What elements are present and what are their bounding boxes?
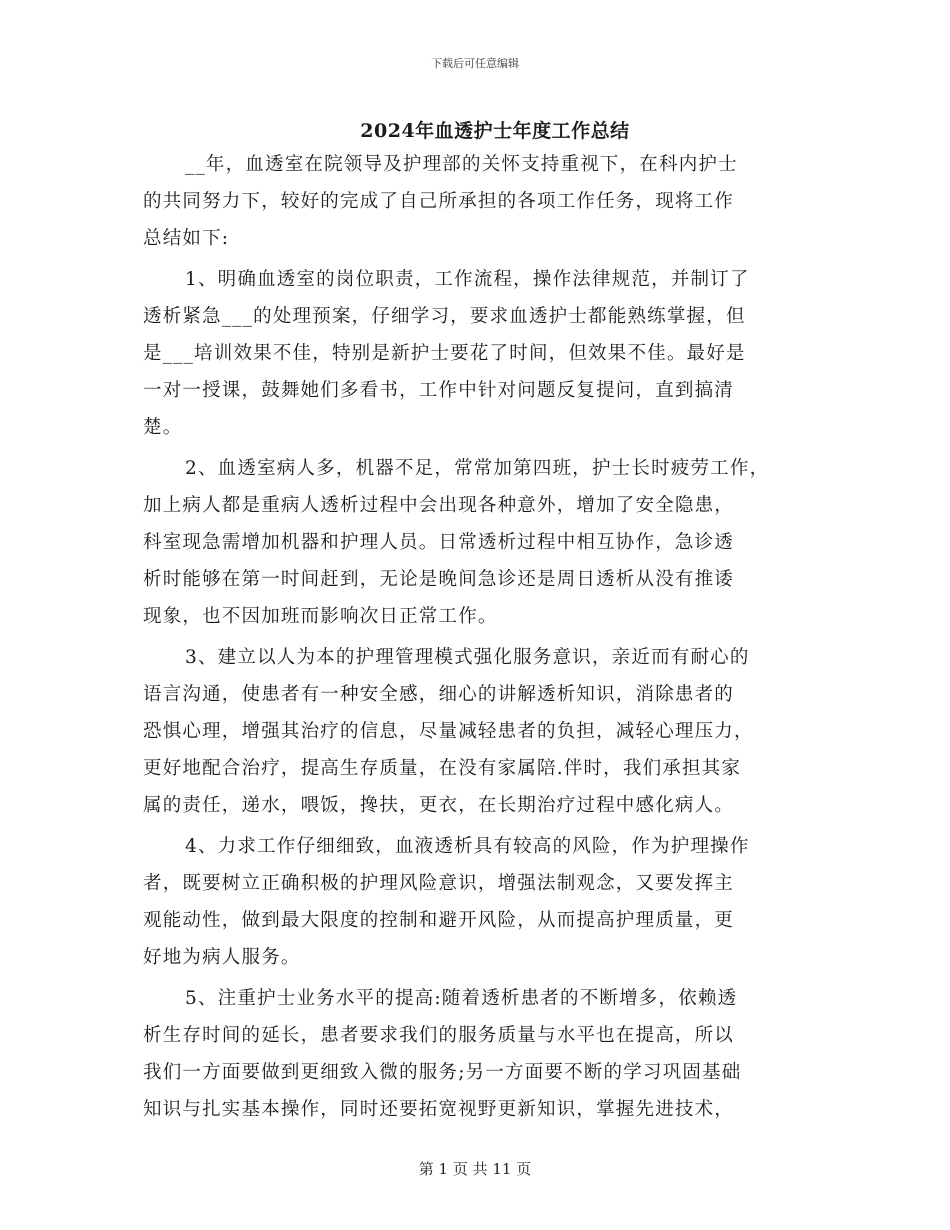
body-line: 1、明确血透室的岗位职责，工作流程，操作法律规范，并制订了 (185, 269, 750, 290)
body-line: 我们一方面要做到更细致入微的服务;另一方面要不断的学习巩固基础 (143, 1062, 742, 1083)
body-line: 知识与扎实基本操作，同时还要拓宽视野更新知识，掌握先进技术， (143, 1099, 735, 1120)
body-line: 3、建立以人为本的护理管理模式强化服务意识，亲近而有耐心的 (185, 647, 750, 668)
body-line: 析时能够在第一时间赶到，无论是晚间急诊还是周日透析从没有推诿 (143, 569, 735, 590)
page-header-note: 下载后可任意编辑 (431, 57, 519, 70)
body-line: 4、力求工作仔细细致，血液透析具有较高的风险，作为护理操作 (185, 836, 750, 857)
body-line: 是___培训效果不佳，特别是新护士要花了时间，但效果不佳。最好是 (143, 343, 746, 364)
document-title: 2024年血透护士年度工作总结 (360, 120, 630, 142)
body-line: 析生存时间的延长，患者要求我们的服务质量与水平也在提高，所以 (143, 1025, 735, 1046)
body-line: 属的责任，递水，喂饭，搀扶，更衣，在长期治疗过程中感化病人。 (143, 795, 735, 816)
body-line: 透析紧急___的处理预案，仔细学习，要求血透护士都能熟练掌握，但 (143, 306, 746, 327)
body-line: 总结如下: (143, 228, 230, 249)
body-line: __年，血透室在院领导及护理部的关怀支持重视下，在科内护士 (185, 154, 738, 175)
body-line: 一对一授课，鼓舞她们多看书，工作中针对问题反复提问，直到搞清 (143, 380, 735, 401)
body-line: 的共同努力下，较好的完成了自己所承担的各项工作任务，现将工作 (143, 191, 735, 212)
page-number: 第 1 页 共 11 页 (418, 1160, 532, 1178)
body-line: 语言沟通，使患者有一种安全感，细心的讲解透析知识，消除患者的 (143, 684, 735, 705)
body-line: 现象，也不因加班而影响次日正常工作。 (143, 606, 498, 627)
body-line: 楚。 (143, 417, 183, 438)
body-line: 5、注重护士业务水平的提高:随着透析患者的不断增多，依赖透 (185, 988, 738, 1009)
body-line: 2、血透室病人多，机器不足，常常加第四班，护士长时疲劳工作， (185, 458, 770, 479)
body-line: 好地为病人服务。 (143, 947, 301, 968)
document-body (143, 146, 823, 1128)
body-line: 加上病人都是重病人透析过程中会出现各种意外，增加了安全隐患， (143, 495, 735, 516)
body-line: 科室现急需增加机器和护理人员。日常透析过程中相互协作，急诊透 (143, 532, 735, 553)
body-line: 更好地配合治疗，提高生存质量，在没有家属陪.伴时，我们承担其家 (143, 758, 742, 779)
body-line: 恐惧心理，增强其治疗的信息，尽量减轻患者的负担，减轻心理压力， (143, 721, 754, 742)
body-line: 者，既要树立正确积极的护理风险意识，增强法制观念，又要发挥主 (143, 873, 735, 894)
body-line: 观能动性，做到最大限度的控制和避开风险，从而提高护理质量，更 (143, 910, 735, 931)
